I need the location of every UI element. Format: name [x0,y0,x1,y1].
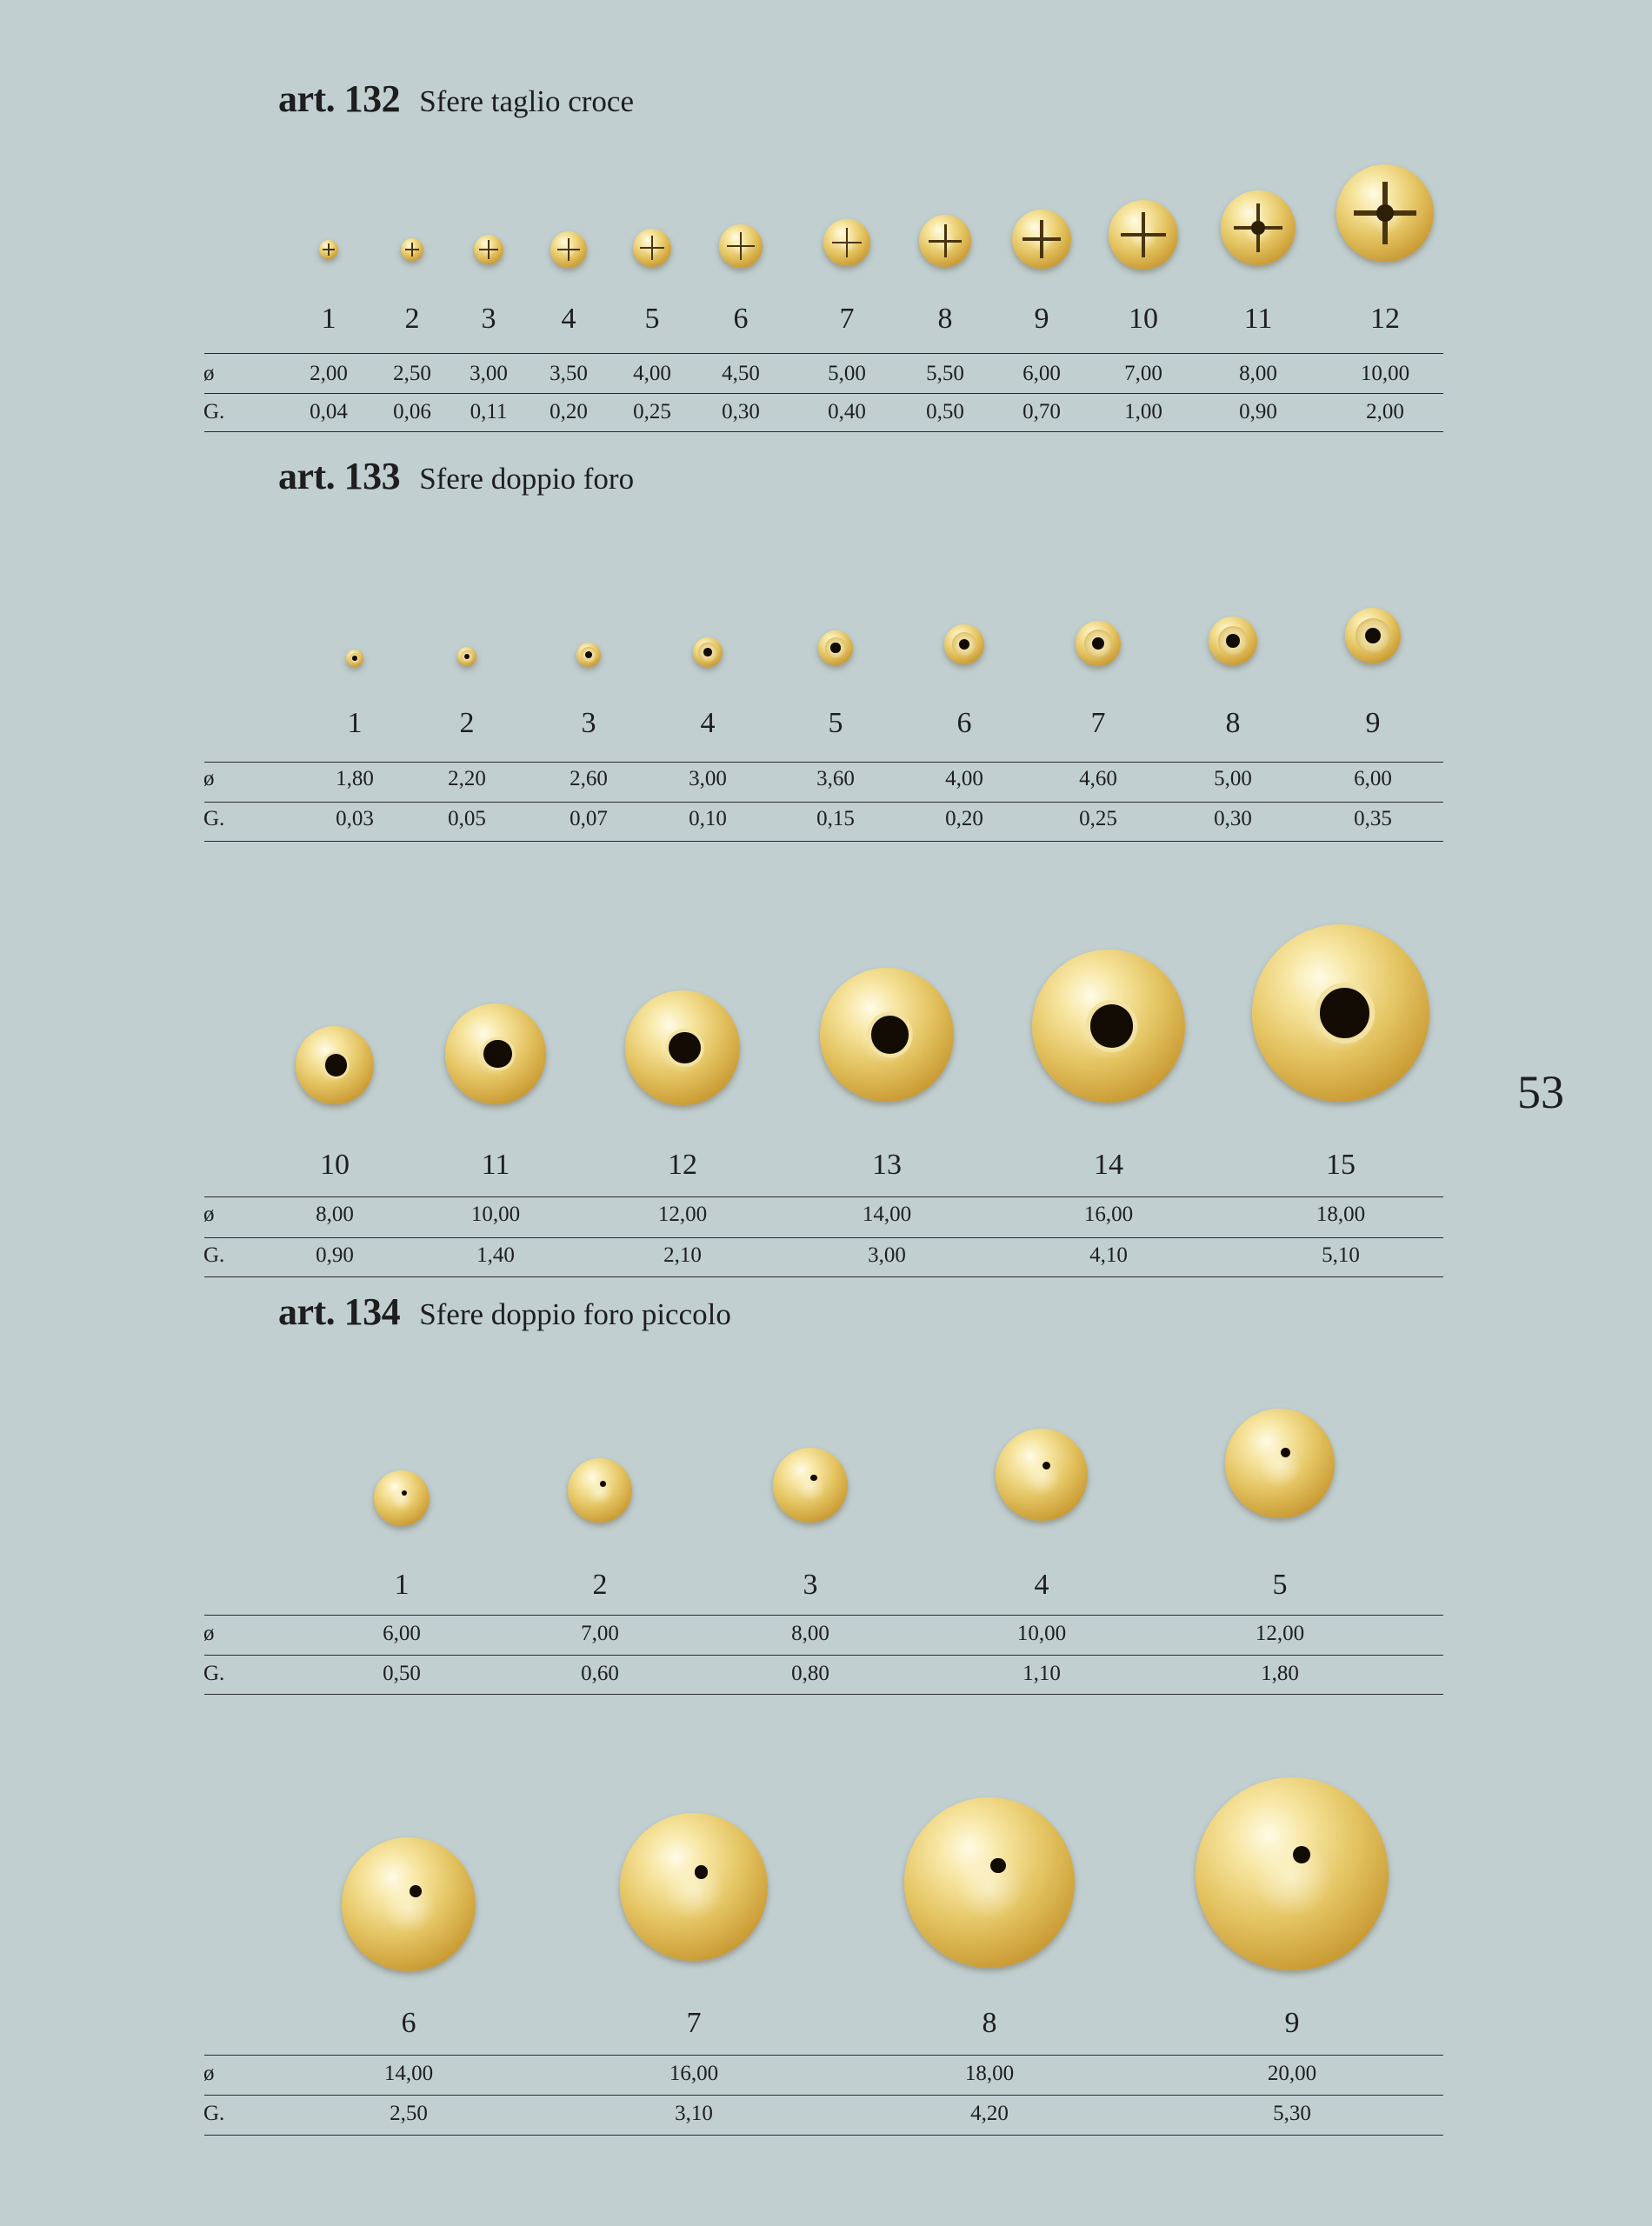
cross-cut-icon [1040,220,1042,258]
diameter-value: 1,80 [336,767,374,790]
bead-sphere-icon [820,968,954,1102]
bead-sphere-icon [620,1813,768,1961]
bead-sphere-icon [342,1837,476,1971]
bead-number: 11 [481,1149,510,1181]
bead-sphere-icon [457,647,476,666]
article-code: art. 134 [278,1290,401,1333]
diameter-value: 2,20 [448,767,486,790]
section-heading-134 [278,1290,731,1334]
diameter-value: 5,00 [1214,767,1252,790]
weight-value: 0,20 [550,400,588,423]
bead-number: 5 [828,707,843,739]
bead-number: 4 [700,707,716,739]
weight-value: 1,00 [1124,400,1162,423]
diameter-value: 4,00 [945,767,983,790]
hole-icon [1320,988,1369,1037]
bead-sphere-icon [919,215,971,267]
diameter-value: 12,00 [1255,1622,1305,1645]
bead-sphere-icon [550,231,587,268]
bead-sphere-icon [296,1026,374,1104]
table-rule [204,1196,1443,1197]
cross-cut-icon [411,243,413,257]
bead-number: 6 [733,303,749,335]
diameter-value: 10,00 [470,1203,521,1226]
table-rule [204,841,1443,842]
table-rule [204,1655,1443,1656]
bead-sphere-icon [1252,924,1429,1102]
bead-sphere-icon [1336,164,1434,262]
cross-cut-icon [944,224,947,257]
weight-value: 0,30 [722,400,760,423]
bead-sphere-icon [1109,200,1178,270]
weight-value: 0,07 [570,807,608,830]
bead-sphere-icon [568,1458,632,1523]
diameter-value: 18,00 [964,2062,1015,2085]
hole-icon [402,1490,407,1496]
weight-row-label: G. [203,2102,225,2125]
hole-icon [410,1885,422,1897]
cross-cut-icon [651,236,653,260]
diameter-value: 3,00 [470,362,508,385]
table-rule [204,1276,1443,1277]
diameter-row-label: ø [203,1622,215,1645]
bead-sphere-icon [1225,1409,1335,1518]
bead-sphere-icon [401,238,423,261]
weight-value: 2,00 [1366,400,1404,423]
cross-cut-icon [488,240,490,259]
diameter-value: 8,00 [316,1203,354,1226]
diameter-value: 10,00 [1016,1622,1067,1645]
hole-icon [695,1865,708,1878]
bead-number: 9 [1365,707,1381,739]
weight-value: 0,25 [633,400,671,423]
hole-icon [352,656,357,661]
bead-number: 6 [401,2007,416,2039]
bead-sphere-icon [944,624,984,664]
bead-number: 12 [668,1149,697,1181]
article-title: Sfere taglio croce [419,84,634,118]
diameter-value: 2,60 [570,767,608,790]
diameter-value: 2,00 [310,362,348,385]
diameter-value: 4,50 [722,362,760,385]
diameter-value: 18,00 [1316,1203,1366,1226]
weight-row-label: G. [203,400,225,423]
cross-cut-icon [846,228,849,258]
bead-number: 7 [839,303,855,335]
table-rule [204,393,1443,394]
bead-sphere-icon [1209,616,1257,665]
weight-value: 4,20 [970,2102,1009,2125]
bead-sphere-icon [625,990,740,1105]
diameter-value: 6,00 [383,1622,421,1645]
bead-number: 3 [803,1569,818,1601]
bead-number: 7 [686,2007,702,2039]
weight-value: 5,30 [1273,2102,1311,2125]
weight-row-label: G. [203,807,225,830]
bead-sphere-icon [1221,190,1296,265]
diameter-value: 7,00 [1124,362,1162,385]
hole-icon [1042,1462,1051,1470]
hole-icon [669,1032,701,1064]
weight-value: 3,10 [675,2102,713,2125]
weight-value: 0,15 [816,807,855,830]
bead-sphere-icon [445,1003,546,1104]
hole-icon [703,648,712,656]
weight-value: 0,50 [383,1662,421,1685]
bead-number: 5 [1272,1569,1288,1601]
weight-value: 1,40 [476,1243,515,1267]
bead-sphere-icon [319,240,338,259]
bead-number: 7 [1090,707,1106,739]
bead-sphere-icon [1076,621,1121,666]
cross-cut-icon [1142,212,1145,257]
article-code: art. 132 [278,77,401,120]
diameter-value: 16,00 [1083,1203,1134,1226]
bead-number: 6 [956,707,972,739]
bead-sphere-icon [773,1448,848,1523]
weight-value: 0,70 [1023,400,1061,423]
table-rule [204,762,1443,763]
weight-value: 0,30 [1214,807,1252,830]
bead-number: 3 [481,303,496,335]
table-rule [204,1237,1443,1238]
weight-value: 0,20 [945,807,983,830]
hole-icon [830,643,840,652]
hole-icon [1281,1448,1290,1457]
diameter-value: 12,00 [657,1203,708,1226]
bead-sphere-icon [818,630,853,665]
weight-value: 0,25 [1079,807,1117,830]
diameter-value: 8,00 [791,1622,829,1645]
weight-value: 0,50 [926,400,964,423]
table-rule [204,802,1443,803]
diameter-value: 2,50 [393,362,431,385]
weight-value: 0,90 [1239,400,1277,423]
diameter-row-label: ø [203,1203,215,1226]
hole-icon [600,1481,606,1487]
diameter-value: 10,00 [1360,362,1410,385]
bead-number: 11 [1243,303,1273,335]
table-rule [204,2055,1443,2056]
diameter-value: 14,00 [862,1203,912,1226]
bead-number: 14 [1094,1149,1123,1181]
hole-icon [990,1858,1006,1874]
weight-value: 1,10 [1023,1662,1061,1685]
diameter-row-label: ø [203,2062,215,2085]
article-title: Sfere doppio foro [419,462,635,496]
bead-number: 5 [644,303,660,335]
article-title: Sfere doppio foro piccolo [419,1297,731,1331]
weight-value: 2,10 [663,1243,702,1267]
hole-icon [810,1475,817,1482]
bead-sphere-icon [576,643,601,667]
diameter-value: 20,00 [1267,2062,1317,2085]
weight-value: 3,00 [868,1243,906,1267]
bead-sphere-icon [1345,608,1401,663]
bead-sphere-icon [374,1470,430,1526]
bead-number: 8 [937,303,953,335]
weight-value: 0,11 [470,400,508,423]
weight-value: 1,80 [1261,1662,1299,1685]
bead-sphere-icon [1032,950,1185,1103]
table-rule [204,1615,1443,1616]
bead-number: 1 [394,1569,410,1601]
bead-number: 13 [872,1149,902,1181]
diameter-value: 3,00 [689,767,727,790]
bead-number: 2 [592,1569,608,1601]
weight-value: 5,10 [1322,1243,1360,1267]
table-rule [204,2135,1443,2136]
table-rule [204,2095,1443,2096]
bead-sphere-icon [719,224,763,268]
bead-number: 4 [1034,1569,1049,1601]
diameter-value: 7,00 [581,1622,619,1645]
bead-number: 8 [1225,707,1241,739]
diameter-value: 4,60 [1079,767,1117,790]
bead-number: 8 [982,2007,997,2039]
weight-value: 0,05 [448,807,486,830]
table-rule [204,431,1443,432]
bead-number: 9 [1284,2007,1300,2039]
bead-sphere-icon [346,650,363,667]
hole-icon [1365,628,1381,643]
weight-value: 0,04 [310,400,348,423]
diameter-value: 6,00 [1354,767,1392,790]
bead-sphere-icon [474,235,503,264]
hole-icon [325,1054,347,1076]
diameter-value: 16,00 [669,2062,719,2085]
hole-icon [483,1040,511,1068]
bead-sphere-icon [633,229,671,267]
bead-sphere-icon [693,637,723,667]
bead-number: 2 [404,303,420,335]
section-heading-133 [278,454,634,498]
bead-number: 1 [321,303,336,335]
weight-row-label: G. [203,1243,225,1267]
diameter-value: 5,00 [828,362,866,385]
weight-value: 0,80 [791,1662,829,1685]
bead-number: 2 [459,707,475,739]
bead-sphere-icon [1012,210,1071,269]
diameter-value: 6,00 [1023,362,1061,385]
bead-number: 9 [1034,303,1049,335]
diameter-value: 3,60 [816,767,855,790]
bead-sphere-icon [996,1429,1088,1521]
hole-icon [871,1016,909,1053]
weight-value: 0,03 [336,807,374,830]
bead-number: 4 [561,303,576,335]
bead-sphere-icon [1196,1777,1389,1970]
weight-value: 0,60 [581,1662,619,1685]
bead-number: 12 [1370,303,1400,335]
diameter-value: 5,50 [926,362,964,385]
hole-icon [1293,1846,1310,1863]
hole-icon [585,651,592,658]
diameter-row-label: ø [203,767,215,790]
weight-value: 0,06 [393,400,431,423]
hole-icon [1226,634,1240,648]
bead-number: 3 [581,707,596,739]
weight-row-label: G. [203,1662,225,1685]
cross-center-icon [1376,204,1394,222]
weight-value: 0,90 [316,1243,354,1267]
bead-number: 1 [347,707,363,739]
weight-value: 0,35 [1354,807,1392,830]
weight-value: 2,50 [390,2102,428,2125]
bead-sphere-icon [823,219,870,266]
table-rule [204,353,1443,354]
weight-value: 4,10 [1089,1243,1128,1267]
bead-number: 15 [1326,1149,1356,1181]
diameter-value: 4,00 [633,362,671,385]
table-rule [204,1694,1443,1695]
bead-number: 10 [320,1149,350,1181]
diameter-value: 8,00 [1239,362,1277,385]
article-code: art. 133 [278,455,401,497]
cross-center-icon [1251,221,1264,234]
weight-value: 0,10 [689,807,727,830]
cross-cut-icon [740,232,743,260]
bead-sphere-icon [904,1797,1075,1968]
weight-value: 0,40 [828,400,866,423]
diameter-row-label: ø [203,362,215,385]
bead-number: 10 [1129,303,1158,335]
cross-cut-icon [328,243,330,256]
hole-icon [1090,1004,1133,1047]
diameter-value: 14,00 [383,2062,434,2085]
diameter-value: 3,50 [550,362,588,385]
page-number: 53 [1517,1066,1564,1118]
section-heading-132 [278,77,634,121]
cross-cut-icon [568,238,570,262]
